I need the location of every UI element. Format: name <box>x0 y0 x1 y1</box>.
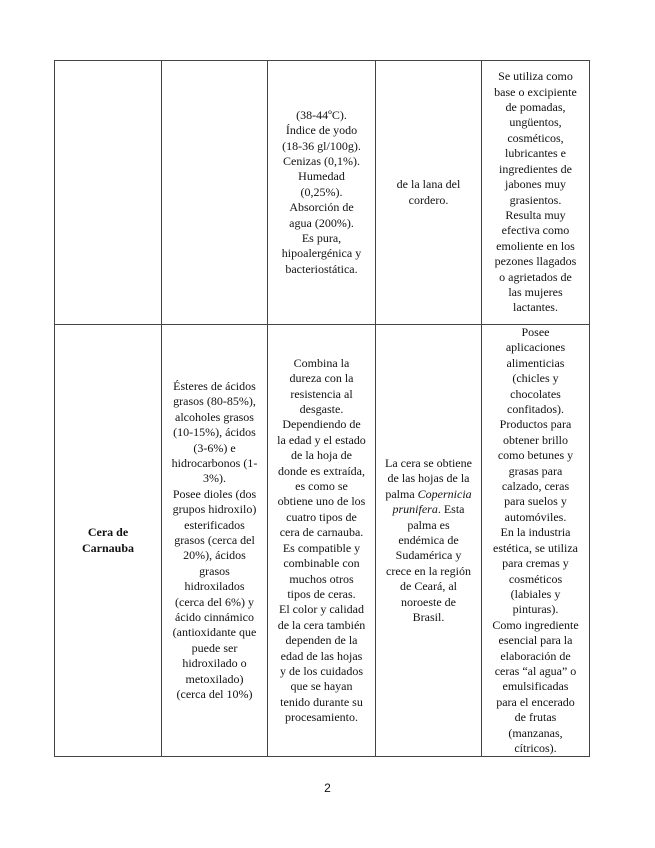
text-line: (0,25%). <box>300 184 343 199</box>
text-line: 20%), ácidos <box>183 548 246 563</box>
text-line: 3%). <box>203 471 226 486</box>
text-line: (labiales y <box>510 586 561 601</box>
cell-uses <box>482 61 590 325</box>
species-name: Copernicia <box>417 486 472 501</box>
origin-line: palma Copernicia <box>385 486 472 501</box>
text-line: de la lana del <box>396 177 461 192</box>
text-line: Carnauba <box>81 540 134 555</box>
text-line: dureza con la <box>289 371 354 386</box>
text-line: obtiene uno de los <box>277 494 366 509</box>
page-number: 2 <box>324 781 331 795</box>
text-line: (antioxidante que <box>172 625 257 640</box>
text-line: Cenizas (0,1%). <box>283 153 360 168</box>
text-line: hidroxilados <box>184 579 245 594</box>
text-line: grasas para <box>508 463 563 478</box>
text-line: grupos hidroxilo) <box>172 502 257 517</box>
text-line: dependen de la <box>285 633 358 648</box>
text-line: palma es <box>407 517 450 532</box>
text-line: las mujeres <box>508 284 563 299</box>
text-line: puede ser <box>191 640 238 655</box>
text-line: lubricantes e <box>505 146 566 161</box>
text-line: En la industria <box>500 525 571 540</box>
text-line: aplicaciones <box>505 340 566 355</box>
text-line: la edad y el estado <box>277 432 366 447</box>
text-line: cosméticos, <box>507 130 564 145</box>
text-line: jabones muy <box>505 177 566 192</box>
text-line: cordero. <box>408 192 449 207</box>
text-line: automóviles. <box>504 509 567 524</box>
text-line: efectiva como <box>501 223 570 238</box>
text-line: crece en la región <box>386 563 471 578</box>
table-row <box>55 325 590 757</box>
text-line: esterificados <box>184 517 245 532</box>
text-line: es como se <box>295 479 348 494</box>
text-line: cuatro tipos de <box>286 509 357 524</box>
text-line: de frutas <box>514 710 557 725</box>
text-line: Absorción de <box>289 200 354 215</box>
text-line: pinturas). <box>512 602 559 617</box>
text-line: agua (200%). <box>289 215 354 230</box>
text-line: Ésteres de ácidos <box>173 378 256 393</box>
cell-uses <box>482 325 590 757</box>
text-line: (18-36 gl/100g). <box>282 138 361 153</box>
text-line: hidroxilado o <box>182 656 247 671</box>
text-line: Combina la <box>293 355 350 370</box>
text-line: muchos otros <box>289 571 354 586</box>
text-line: Cera de <box>87 525 129 540</box>
text-line: cítricos). <box>514 740 557 755</box>
text-line: tipos de ceras. <box>287 586 356 601</box>
text-line: alimenticias <box>506 355 565 370</box>
text-line: calzado, ceras <box>501 479 570 494</box>
origin-line: prunifera. Esta <box>392 502 465 517</box>
origin-line: de las hojas de la <box>387 471 470 486</box>
text-line: Posee <box>521 325 550 339</box>
species-name: prunifera <box>392 502 438 517</box>
text-line: Productos para <box>499 417 572 432</box>
cell-name <box>55 325 162 757</box>
cell-properties <box>268 325 376 757</box>
text-line: noroeste de <box>401 594 456 609</box>
text-line: (manzanas, <box>508 725 563 740</box>
text-line: ungüentos, <box>509 115 562 130</box>
text-line: de la hoja de <box>291 448 352 463</box>
text-line: confitados). <box>507 402 564 417</box>
text-line: ceras “al agua” o <box>494 663 577 678</box>
text-line: Humedad <box>298 169 345 184</box>
text-line: para el encerado <box>496 694 575 709</box>
text-line: emulsificadas <box>502 679 569 694</box>
text-line: que se hayan <box>290 679 353 694</box>
text-line: para cremas y <box>502 556 569 571</box>
cell-composition <box>162 325 268 757</box>
text-line: o agrietados de <box>499 269 572 284</box>
text-line: ingredientes de <box>499 161 572 176</box>
text-line: grasos (80-85%), <box>173 394 256 409</box>
cell-name <box>55 61 162 325</box>
text-line: como betunes y <box>497 448 574 463</box>
text-line: tenido durante su <box>280 694 363 709</box>
text-line: emoliente en los <box>496 238 575 253</box>
text-line: combinable con <box>283 556 360 571</box>
text-line: desgaste. <box>299 402 344 417</box>
text-line: Es compatible y <box>282 540 361 555</box>
text-line: chocolates <box>510 386 561 401</box>
text-line: cosméticos <box>508 571 563 586</box>
text-line: bacteriostática. <box>285 261 358 276</box>
cell-origin <box>376 61 482 325</box>
text-line: Es pura, <box>301 231 342 246</box>
text-line: El color y calidad <box>279 602 364 617</box>
text-line: pezones llagados <box>494 254 577 269</box>
text-line: Sudamérica y <box>395 548 462 563</box>
waxes-table <box>54 60 590 757</box>
text-line: (10-15%), ácidos <box>173 425 256 440</box>
text-line: Resulta muy <box>505 207 566 222</box>
text-line: Brasil. <box>412 610 445 625</box>
text-line: metoxilado) <box>185 671 244 686</box>
text-line: endémica de <box>398 532 459 547</box>
text-line: Dependiendo de <box>282 417 361 432</box>
text-line: hidrocarbonos (1- <box>171 455 258 470</box>
text-line: edad de las hojas <box>280 648 363 663</box>
cell-composition <box>162 61 268 325</box>
cell-properties <box>268 61 376 325</box>
text-line: de la cera también <box>277 617 366 632</box>
text-line: estética, se utiliza <box>493 540 578 555</box>
text-line: para suelos y <box>504 494 567 509</box>
text-line: cera de carnauba. <box>279 525 364 540</box>
text-line: de pomadas, <box>505 100 566 115</box>
text-line: lactantes. <box>513 300 558 315</box>
text-line: grasos (cerca del <box>174 532 255 547</box>
text-line: base o excipiente <box>494 84 577 99</box>
text-line: alcoholes grasos <box>175 409 254 424</box>
origin-line: La cera se obtiene <box>385 455 472 470</box>
text-line: (chicles y <box>512 371 559 386</box>
text-line: grasientos. <box>509 192 562 207</box>
text-line: Índice de yodo <box>285 123 358 138</box>
text-line: elaboración de <box>500 648 571 663</box>
text-line: esencial para la <box>498 633 573 648</box>
text-line: hipoalergénica y <box>281 246 362 261</box>
text-line: resistencia al <box>290 386 353 401</box>
cell-origin <box>376 325 482 757</box>
text-line: (cerca del 6%) y <box>175 594 254 609</box>
text-line: grasos <box>199 563 230 578</box>
text-line: Se utiliza como <box>498 69 573 84</box>
text-line: Como ingrediente <box>492 617 579 632</box>
text-line: ácido cinnámico <box>175 610 254 625</box>
table-row <box>55 61 590 325</box>
text-line: donde es extraída, <box>278 463 365 478</box>
text-line: procesamiento. <box>285 710 358 725</box>
text-line: obtener brillo <box>503 432 568 447</box>
text-line: (cerca del 10%) <box>176 687 253 702</box>
text-line: Posee dioles (dos <box>172 486 257 501</box>
text-line: de Ceará, al <box>400 579 457 594</box>
text-line: (38-44ºC). <box>296 107 347 122</box>
text-line: (3-6%) e <box>193 440 236 455</box>
text-line: y de los cuidados <box>280 663 363 678</box>
